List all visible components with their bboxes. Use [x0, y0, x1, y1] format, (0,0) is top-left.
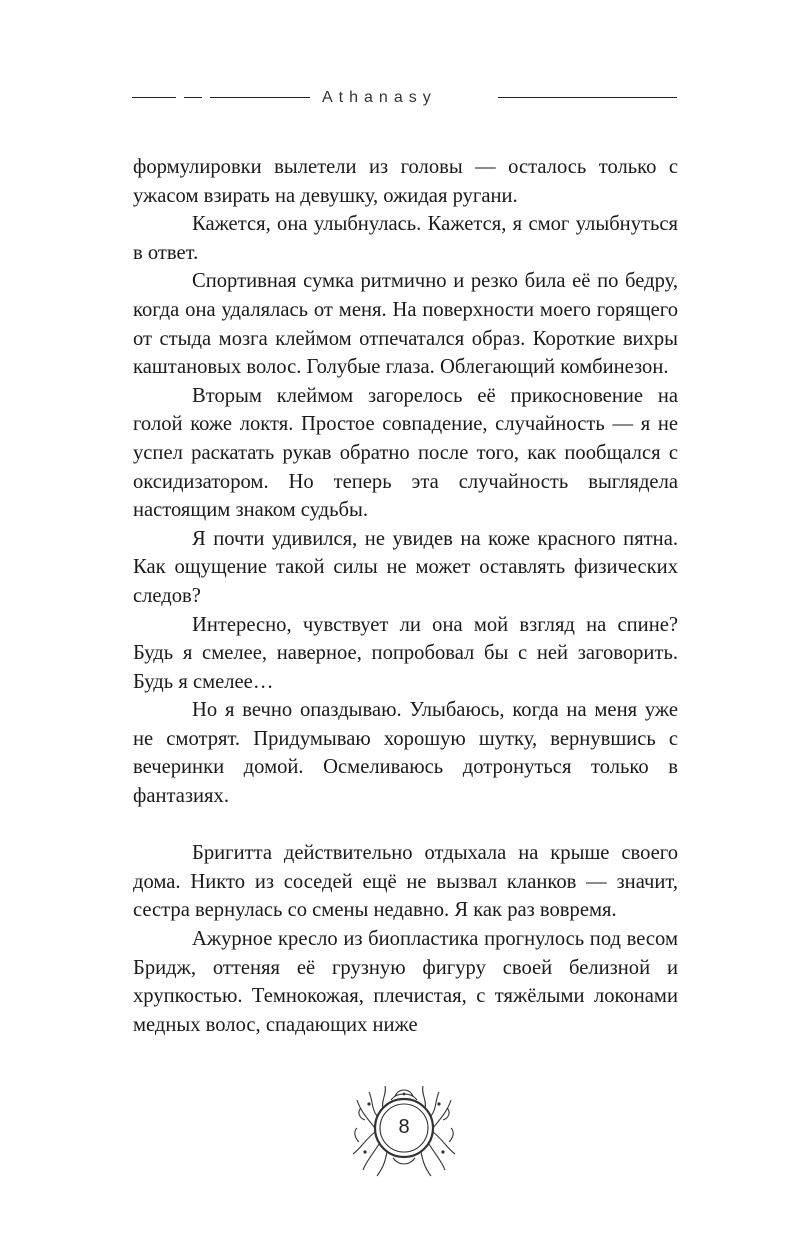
paragraph: Я почти удивился, не увидев на коже красного пятна. Как ощущение такой силы не может оставлять физических следов?: [133, 527, 678, 607]
paragraph: формулировки вылетели из головы — осталось только с ужасом взирать на девушку, ожидая ругани.: [133, 156, 678, 207]
page-number-block: [347, 1082, 461, 1178]
paragraph: Вторым клеймом загорелось её прикосновение на голой коже локтя. Простое совпадение, случайность — я не успел раскатать рукав обратно после того, как пообщался с оксидизатором. Но теперь эта случайность выглядела настоящим знаком судьбы.: [133, 384, 678, 522]
paragraph: Интересно, чувствует ли она мой взгляд на спине? Будь я смелее, наверное, попробовал бы с ней заговорить. Будь я смелее…: [133, 613, 678, 693]
paragraph-section-start: Бригитта действительно отдыхала на крыше своего дома. Никто из соседей ещё не вызвал кланков — значит, сестра вернулась со смены недавно. Я как раз вовремя.: [133, 842, 678, 922]
header-rule-left-short: [132, 97, 176, 98]
book-title: Athanasy: [322, 89, 437, 106]
header-rule-left-long: [210, 97, 310, 98]
page-number: 8: [398, 1116, 410, 1138]
paragraph: Ажурное кресло из биопластика прогнулось под весом Бридж, оттеняя её грузную фигуру своей белизной и хрупкостью. Темнокожая, плечистая, с тяжёлыми локонами медных волос, спадающих ниже: [133, 928, 678, 1036]
paragraph: Спортивная сумка ритмично и резко била её по бедру, когда она удалялась от меня. На поверхности моего горящего от стыда мозга клеймом отпечатался образ. Короткие вихры каштановых волос. Голубые глаза. Облегающий комбинезон.: [133, 270, 678, 379]
paragraph: Кажется, она улыбнулась. Кажется, я смог улыбнуться в ответ.: [133, 213, 678, 264]
running-header: [132, 86, 677, 110]
page-body-text: [133, 153, 678, 1039]
header-rule-left-dash: [184, 97, 202, 98]
header-rule-right: [498, 97, 677, 98]
paragraph: Но я вечно опаздываю. Улыбаюсь, когда на меня уже не смотрят. Придумываю хорошую шутку, вернувшись с вечеринки домой. Осмеливаюсь дотронуться только в фантазиях.: [133, 699, 678, 808]
